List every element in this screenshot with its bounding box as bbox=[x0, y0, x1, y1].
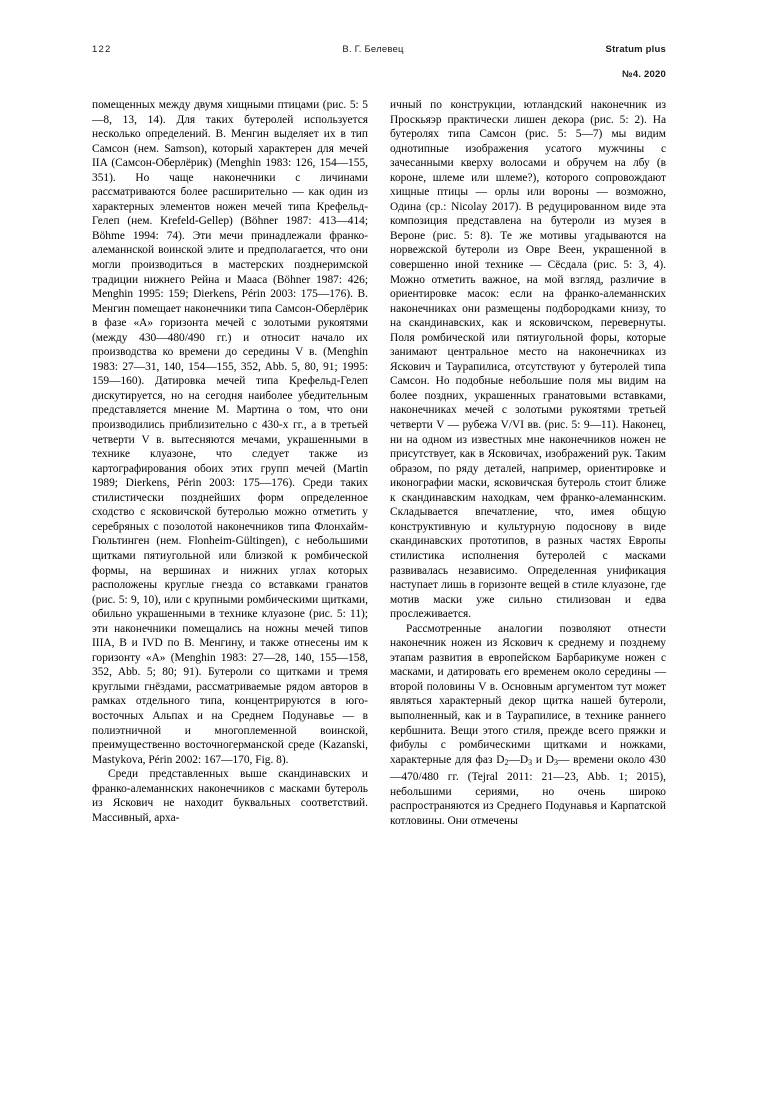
issue-label: №4. 2020 bbox=[622, 69, 666, 80]
paragraph: Рассмотренные аналогии позволяют отнести наконечник ножен из Яскович к среднему и позднему этапам развития в европейском Барбарикуме ножен с масками, и датировать его временем около середины — второй половины V в. Основным аргументом тут может являться характерный декор щитка нашей бутероли, выполненный, как и в Таурапилисе, в технике раннего кербшнита. Вещи этого стиля, прежде всего пряжки и фибулы с ромбическими щитками и ножками, характерные для фаз $D_2—D_3$ и $D_3—$ времени около 430—470/480 гг. (Tejral 2011: 21—23, Abb. 1; 2015), небольшими сериями, но очень широко распространяются из Среднего Подунавья и Карпатской котловины. Они отмечены bbox=[390, 622, 666, 827]
page-number: 122 bbox=[92, 44, 112, 55]
text-columns bbox=[92, 98, 666, 828]
paragraph: помещенных между двумя хищными птицами (рис. 5: 5—8, 13, 14). Для таких бутеролей используется несколько определений. В. Менгин выделяет их в тип Самсон (нем. Samson), который характерен для мечей IIA (Самсон-Оберлёрик) (Menghin 1983: 126, 154—155, 351). Но чаще наконечники с личинами рассматриваются более расширительно — как один из характерных элементов ножен мечей типа Крефельд-Гелеп (нем. Krefeld-Gellep) (Böhner 1987: 413—414; Böhme 1994: 74). Эти мечи принадлежали франко-алеманнской воинской элите и предполагается, что они могли производиться в мастерских позднеримской традиции нижнего Рейна и Мааса (Böhner 1987: 426; Menghin 1995: 159; Dierkens, Périn 2003: 175—176). В. Менгин помещает наконечники типа Самсон-Оберлёрик в фазе «А» горизонта мечей с золотыми рукоятями (между 430—480/490 гг.) и относит начало их производства ко времени до середины V в. (Menghin 1983: 27—31, 140, 154—155, 352, Abb. 5, 80, 91; 1995: 159—160). Датировка мечей типа Крефельд-Гелеп дискутируется, но на сегодня наиболее убедительным представляется мнение М. Мартина о том, что они производились приблизительно с 430-х гг., а в третьей четверти V в. вытесняются мечами, украшенными в технике клуазоне, что следует также из картографирования обоих этих групп мечей (Martin 1989; Dierkens, Périn 2003: 175—176). Среди таких стилистически позднейших форм определенное сходство с ясковичской бутеролью можно отметить у серебряных с позолотой наконечников типа Флонхайм-Гюльтинген (нем. Flonheim-Gültingen), с небольшими щитками пятиугольной или близкой к ромбической формы, на вершинах и нижних углах которых расположены круглые гнезда со вставками гранатов (рис. 5: 9, 10), или с крупными ромбическими щитками, обильно украшенными в технике клуазоне (рис. 5: 11); эти наконечники помещались на ножны мечей типов IIIА, B и IVD по В. Менгину, и также отнесены им к горизонту «А» (Menghin 1983: 27—28, 140, 155—158, 352, Abb. 5; 80; 91). Бутероли со щитками и тремя круглыми гнёздами, рассматриваемые рядом авторов в рамках отдельного типа, концентрируются в юго-восточных Альпах и на Среднем Подунавье — в полиэтничной и многоплеменной воинской, преимущественно восточногерманской среде (Kazanski, Mastykova, Périn 2002: 167—170, Fig. 8). bbox=[92, 99, 368, 766]
running-head-author: В. Г. Белевец bbox=[342, 44, 404, 55]
column-right bbox=[390, 98, 666, 828]
page-header bbox=[92, 44, 666, 55]
column-left bbox=[92, 98, 368, 828]
paragraph: ичный по конструкции, ютландский наконечник из Проскьяэр практически лишен декора (рис. 5: 2). На бутеролях типа Самсон (рис. 5: 5—7) мы видим однотипные изображения усатого мужчины с зачесанными кверху волосами и обручем на лбу (в короне, шлеме или шлеме?), которого сопровождают хищные птицы — орлы или вороны — возможно, Одина (ср.: Nicolay 2017). В редуцированном виде эта композиция представлена на бутероли из музея в Вероне (рис. 5: 8). Те же мотивы угадываются на норвежской бутероли из Овре Веен, украшенной в совершенно иной технике — Сёсдала (рис. 5: 3, 4). Можно отметить важное, на мой взгляд, различие в ориентировке масок: если на франко-алеманнских наконечниках они размещены подбородками книзу, то на скандинавских, как и ясковичском, перевернуты. Поля ромбической или пятиугольной форы, которые занимают центральное место на наконечниках из Яскович и Таурапилиса, отсутствуют у бутеролей типа Самсон. Но подобные небольшие поля мы видим на более поздних, украшенных гранатовыми вставками, наконечниках мечей с золотыми рукоятями третьей четверти V — рубежа V/VI вв. (рис. 5: 9—11). Наконец, ни на одном из известных мне наконечников ножен не присутствует, как в Ясковичах, изображений рук. Таким образом, по ряду деталей, например, ориентировке и иконографии маски, ясковичская бутероль стоит ближе к скандинавским находкам, чем франко-алеманнским. Складывается впечатление, что, имея общую конструктивную и культурную подоснову в виде скандинавских прототипов, в разных частях Европы стилистика исполнения бутеролей с масками развивалась независимо. Определенная унификация наступает лишь в горизонте вещей в стиле клуазоне, где мотив маски уже сильно стилизован и едва прослеживается. bbox=[390, 99, 666, 621]
journal-title: Stratum plus bbox=[605, 44, 666, 55]
paragraph: Среди представленных выше скандинавских и франко-алеманнских наконечников с масками бутероль из Яскович не находит буквальных соответствий. Массивный, арха- bbox=[92, 768, 368, 824]
